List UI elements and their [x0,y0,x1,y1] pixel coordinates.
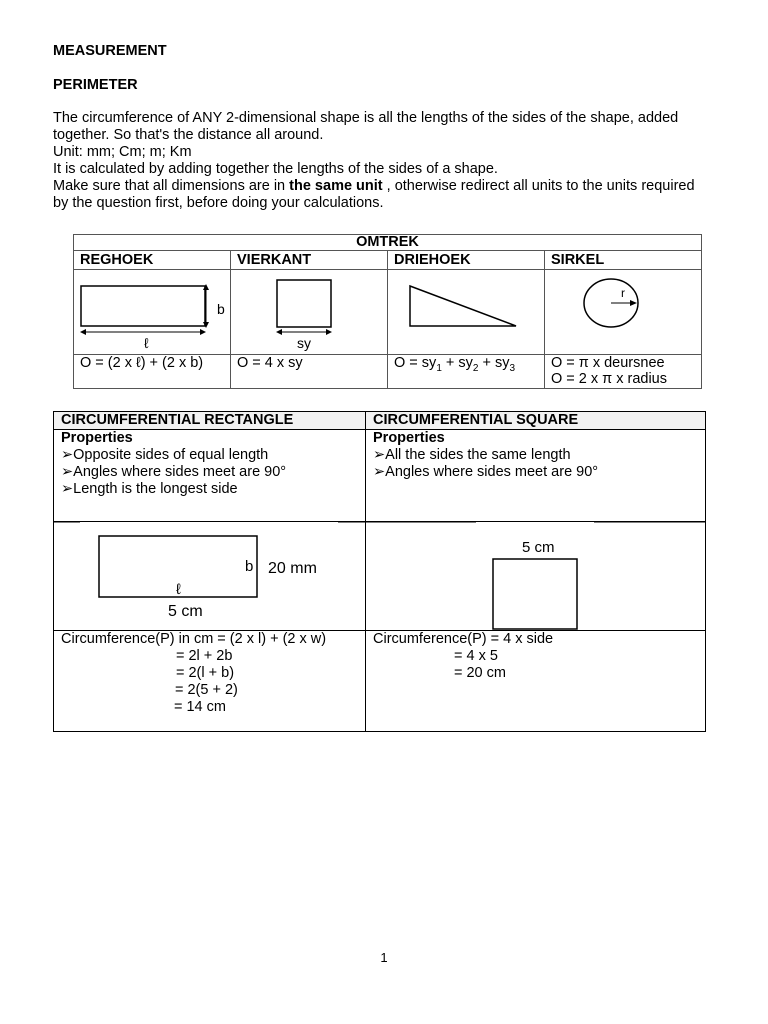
sirkel-r-label: r [621,286,625,300]
rectangle-properties-label: Properties [61,430,133,446]
header-sirkel: SIRKEL [545,251,702,270]
vierkant-figure [231,270,388,355]
reghoek-figure [74,270,231,355]
rectangle-prop-item: ➢Length is the longest side [61,481,238,497]
square-side-value: 5 cm [522,539,555,556]
rectangle-prop-item: ➢Opposite sides of equal length [61,447,269,463]
rect-l-label: ℓ [176,581,181,598]
square-properties [366,430,706,522]
rect-calc-line: = 2(5 + 2) [175,682,238,698]
formula-reghoek: O = (2 x ℓ) + (2 x b) [74,355,231,389]
square-calculation [366,631,706,732]
square-calc-line: = 20 cm [454,665,506,681]
section-title: PERIMETER [53,77,138,93]
rect-b-label: b [245,558,254,575]
sirkel-figure [545,270,702,355]
rect-calc-line: Circumference(P) in cm = (2 x l) + (2 x w) [61,631,327,647]
header-reghoek: REGHOEK [74,251,231,270]
rectangle-prop-item: ➢Angles where sides meet are 90° [61,464,287,480]
reghoek-l-label: ℓ [144,335,149,351]
square-figure [366,522,706,631]
rectangle-properties [54,430,366,522]
para-calculation: It is calculated by adding together the lengths of the sides of a shape. [53,161,498,177]
formula-sirkel [545,355,702,389]
intro-paragraph [53,110,703,212]
rect-b-value: 20 mm [268,560,317,577]
driehoek-figure [388,270,545,355]
vierkant-sy-label: sy [297,335,311,351]
square-prop-item: ➢All the sides the same length [373,447,571,463]
formula-sirkel-diameter: O = π x deursnee [551,355,665,371]
para-note: Make sure that all dimensions are in the same unit , otherwise redirect all units to the units required by the question first, before doing your calculations. [53,178,695,211]
rect-calc-line: = 14 cm [174,699,226,715]
reghoek-b-label: b [217,301,225,317]
square-calc-line: Circumference(P) = 4 x side [373,631,554,647]
rect-l-value: 5 cm [168,603,203,620]
header-vierkant: VIERKANT [231,251,388,270]
circumference-table [53,411,706,732]
rect-calc-line: = 2l + 2b [176,648,233,664]
rectangle-figure [54,522,366,631]
formula-vierkant: O = 4 x sy [231,355,388,389]
para-unit: Unit: mm; Cm; m; Km [53,144,192,160]
rectangle-calculation [54,631,366,732]
rectangle-header: CIRCUMFERENTIAL RECTANGLE [54,412,366,430]
formula-sirkel-radius: O = 2 x π x radius [551,371,667,387]
square-prop-item: ➢Angles where sides meet are 90° [373,464,599,480]
omtrek-table [73,234,702,389]
header-driehoek: DRIEHOEK [388,251,545,270]
square-header: CIRCUMFERENTIAL SQUARE [366,412,706,430]
page-number: 1 [380,950,388,965]
para-definition: The circumference of ANY 2-dimensional shape is all the lengths of the sides of the shape, added together. So that's the distance all around. [53,110,679,143]
page-title: MEASUREMENT [53,43,167,59]
rect-calc-line: = 2(l + b) [176,665,235,681]
omtrek-caption: OMTREK [74,235,702,251]
formula-driehoek: $O = sy_1 + sy_2 + sy_3$ [388,355,545,389]
square-calc-line: = 4 x 5 [454,648,498,664]
square-properties-label: Properties [373,430,445,446]
